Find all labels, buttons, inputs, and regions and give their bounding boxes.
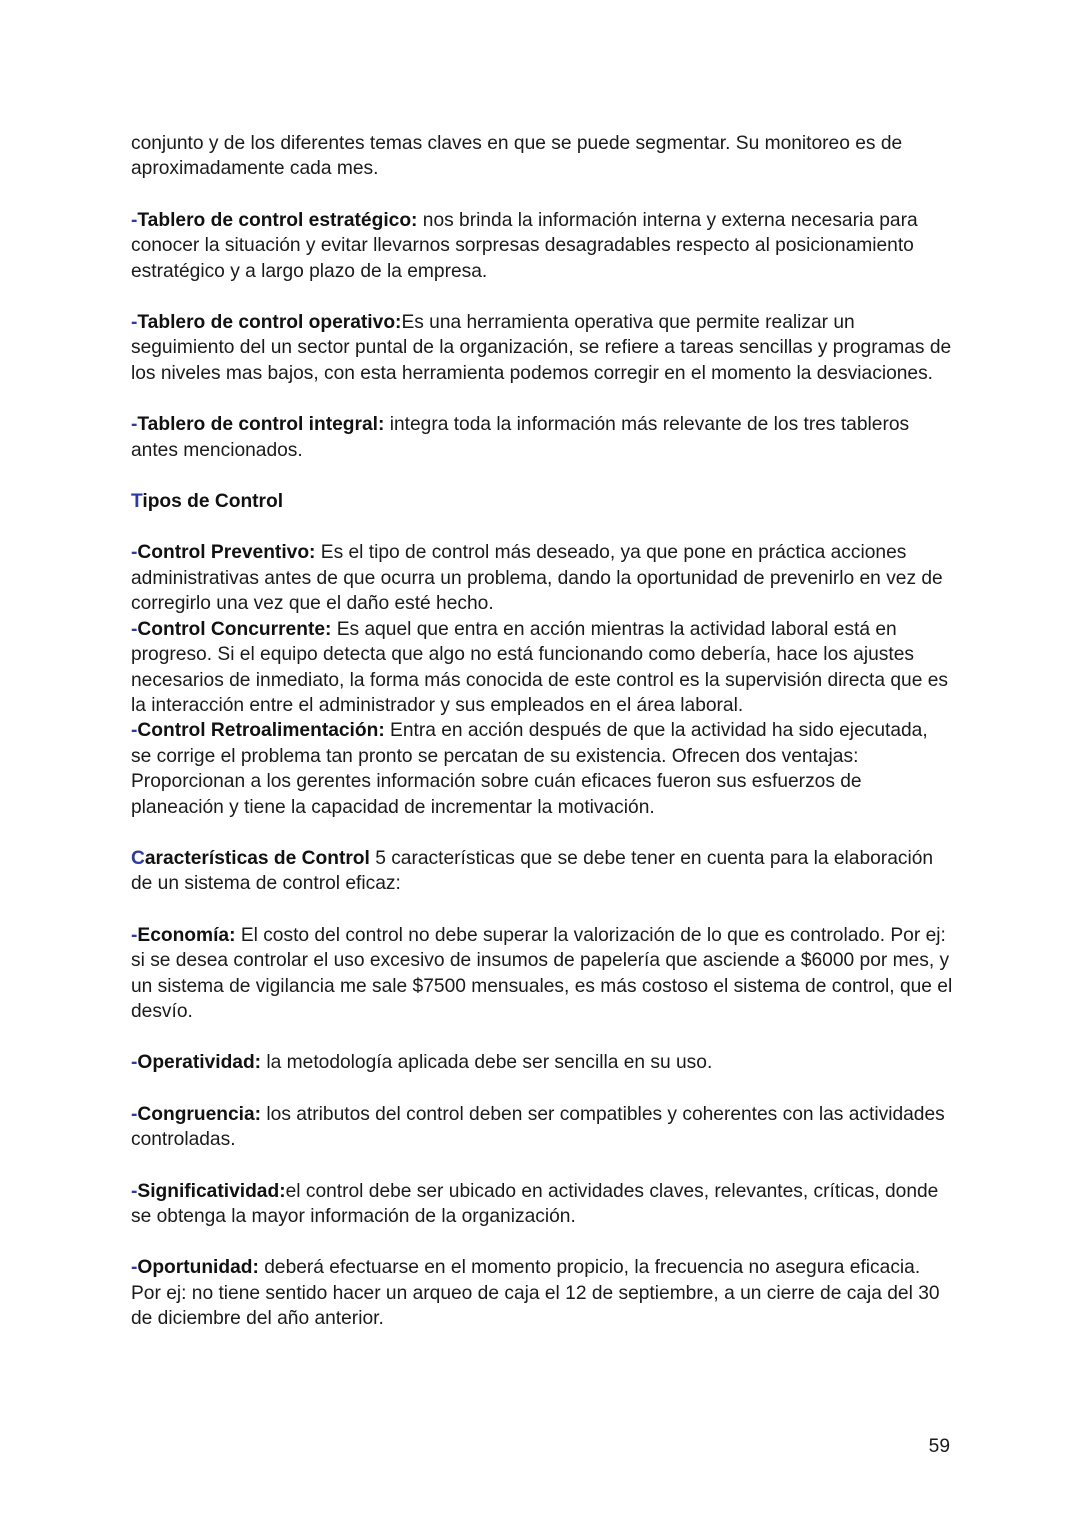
control-retroalimentacion: [131, 718, 953, 820]
definition: Es aquel que entra en acción mientras la actividad laboral está en progreso. Si el equipo detecta que algo no está funcionando como debería, hace los ajustes necesarios de inmediato, la forma más conocida de este control es la supervisión directa que es la interacción entre el administrador y sus empleados en el área laboral.: [131, 618, 948, 716]
dash-marker: -: [131, 1103, 138, 1125]
caracteristica-significatividad: [131, 1179, 953, 1230]
control-concurrente: [131, 617, 953, 719]
heading-initial: C: [131, 847, 145, 869]
tablero-operativo: [131, 310, 953, 386]
caracteristicas-heading: [131, 846, 953, 897]
definition: los atributos del control deben ser compatibles y coherentes con las actividades controladas.: [131, 1103, 945, 1151]
caracteristica-economia: [131, 923, 953, 1025]
tablero-estrategico: [131, 208, 953, 284]
definition: deberá efectuarse en el momento propicio, la frecuencia no asegura eficacia. Por ej: no tiene sentido hacer un arqueo de caja el 12 de septiembre, a un cierre de caja del 30 de diciembre del año anterior.: [131, 1257, 940, 1330]
dash-marker: -: [131, 1180, 138, 1202]
term: Tablero de control integral:: [137, 414, 385, 436]
dash-marker: -: [131, 1257, 138, 1279]
heading-initial: T: [131, 491, 143, 513]
term: Control Concurrente:: [137, 618, 332, 640]
heading-rest: aracterísticas de Control: [144, 847, 370, 869]
control-preventivo: [131, 540, 953, 616]
definition: Es el tipo de control más deseado, ya que pone en práctica acciones administrativas antes de que ocurra un problema, dando la oportunidad de prevenirlo en vez de corregirlo una vez que el daño esté hecho.: [131, 542, 943, 615]
caracteristica-operatividad: [131, 1050, 953, 1075]
term: Oportunidad:: [137, 1257, 259, 1279]
document-page: [131, 131, 953, 1332]
term: Control Retroalimentación:: [137, 720, 385, 742]
term: Economía:: [137, 924, 236, 946]
definition: El costo del control no debe superar la valorización de lo que es controlado. Por ej: si se desea controlar el uso excesivo de insumos de papelería que asciende a $6000 por mes, y un sistema de vigilancia me sale $7500 mensuales, es más costoso el sistema de control, que el desvío.: [131, 924, 953, 1022]
term: Tablero de control estratégico:: [137, 209, 418, 231]
heading-rest: ipos de Control: [142, 491, 284, 513]
dash-marker: -: [131, 542, 138, 564]
term: Control Preventivo:: [137, 542, 316, 564]
dash-marker: -: [131, 720, 138, 742]
definition: el control debe ser ubicado en actividades claves, relevantes, críticas, donde se obtenga la mayor información de la organización.: [131, 1180, 939, 1227]
term: Operatividad:: [137, 1052, 262, 1074]
term: Significatividad:: [137, 1180, 286, 1202]
definition: la metodología aplicada debe ser sencilla en su uso.: [261, 1052, 713, 1074]
tablero-integral: [131, 412, 953, 463]
definition: integra toda la información más relevante de los tres tableros antes mencionados.: [131, 414, 910, 461]
term: Tablero de control operativo:: [137, 312, 402, 334]
intro-paragraph: conjunto y de los diferentes temas claves en que se puede segmentar. Su monitoreo es de aproximadamente cada mes.: [131, 133, 903, 180]
dash-marker: -: [131, 618, 138, 640]
tipos-heading: [131, 489, 953, 514]
dash-marker: -: [131, 209, 138, 231]
dash-marker: -: [131, 924, 138, 946]
definition: nos brinda la información interna y externa necesaria para conocer la situación y evitar llevarnos sorpresas desagradables respecto al posicionamiento estratégico y a largo plazo de la empresa.: [131, 209, 918, 282]
caracteristica-congruencia: [131, 1102, 953, 1153]
dash-marker: -: [131, 414, 138, 436]
heading-text: 5 características que se debe tener en cuenta para la elaboración de un sistema de control eficaz:: [131, 847, 934, 895]
definition: Entra en acción después de que la actividad ha sido ejecutada, se corrige el problema tan pronto se percatan de su existencia. Ofrecen dos ventajas: Proporcionan a los gerentes información sobre cuán eficaces fueron sus esfuerzos de planeación y tiene la capacidad de incrementar la motivación.: [131, 720, 928, 818]
definition: Es una herramienta operativa que permite realizar un seguimiento del un sector puntal de la organización, se refiere a tareas sencillas y programas de los niveles mas bajos, con esta herramienta podemos corregir en el momento la desviaciones.: [131, 312, 952, 384]
dash-marker: -: [131, 1052, 138, 1074]
caracteristica-oportunidad: [131, 1255, 953, 1331]
term: Congruencia:: [137, 1103, 262, 1125]
dash-marker: -: [131, 312, 138, 334]
page-number: 59: [928, 1436, 950, 1457]
